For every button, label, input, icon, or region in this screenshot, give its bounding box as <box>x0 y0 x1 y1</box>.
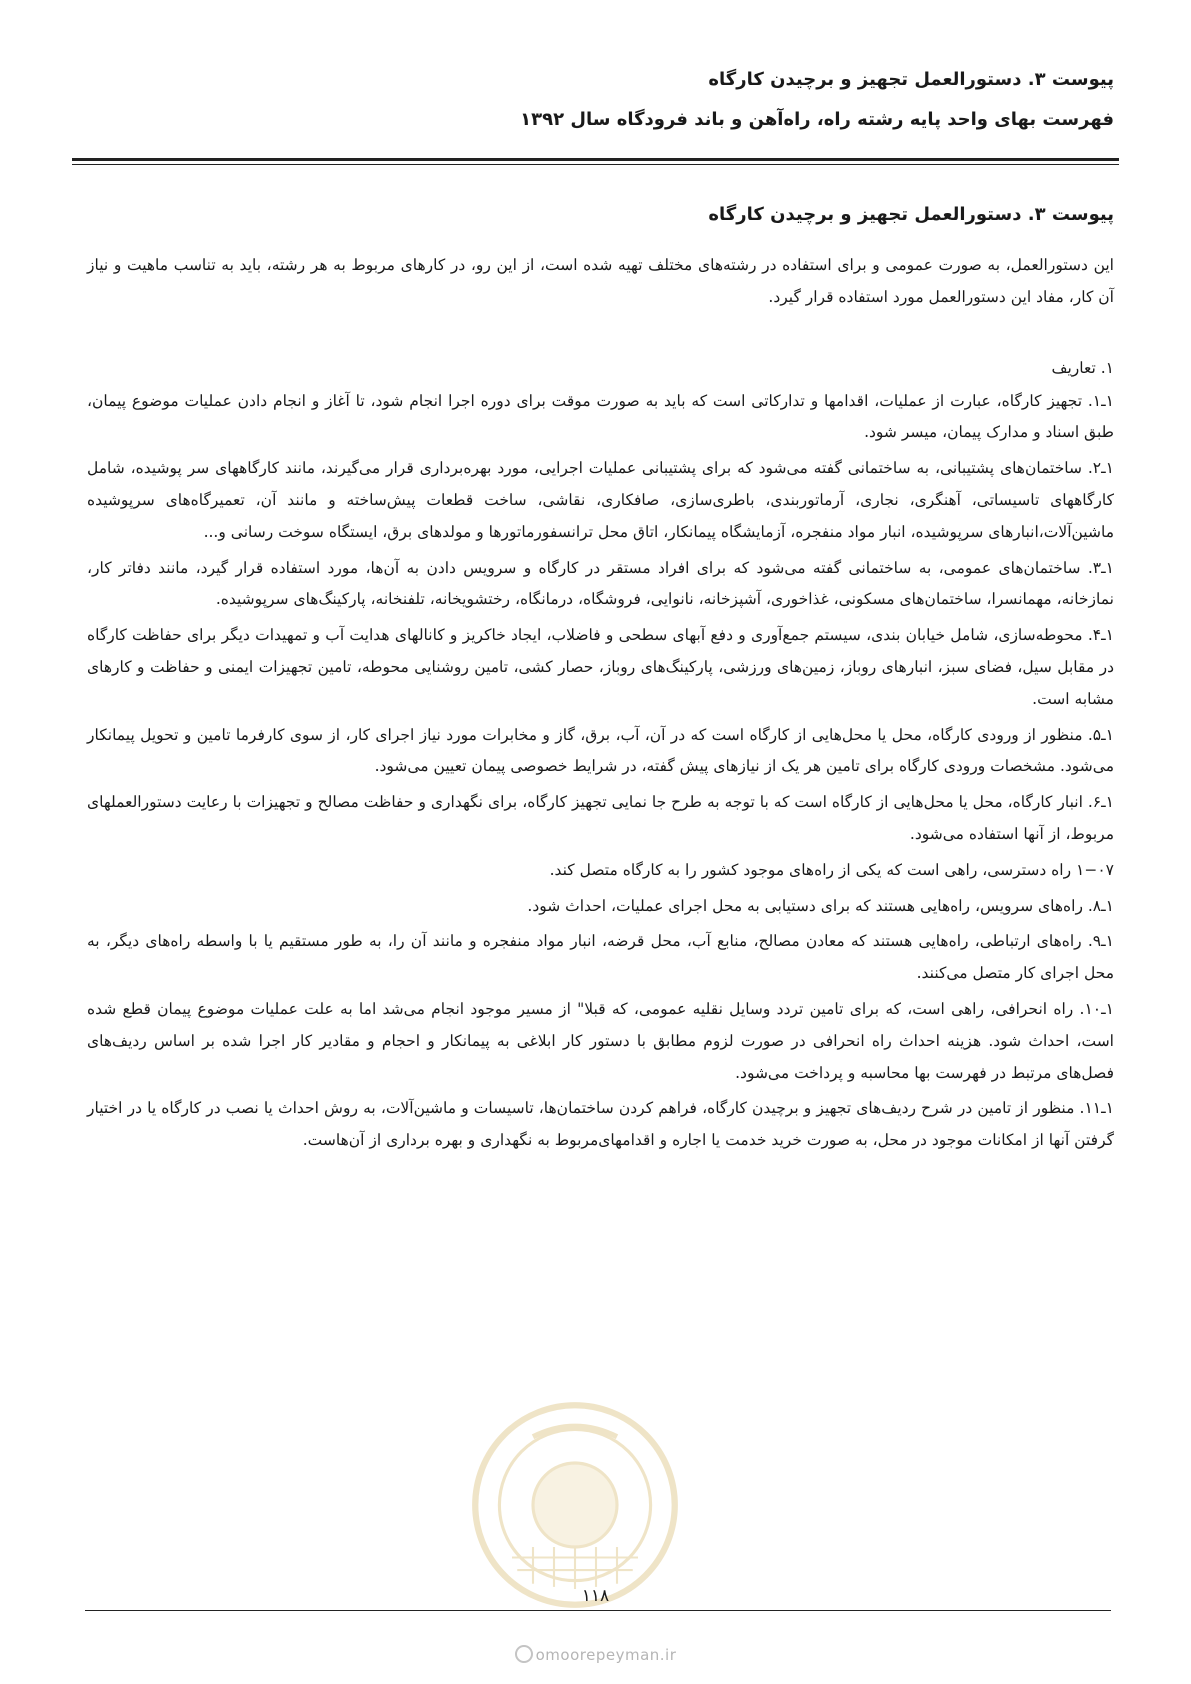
definition-item: ۱ـ۱۱. منظور از تامین در شرح ردیف‌های تجهیز و برچیدن کارگاه، فراهم کردن ساختمان‌ها، تاسیسات و ماشین‌آلات، به روش احداث یا نصب در کارگاه یا در اختیار گرفتن آنها از امکانات موجود در محل، به صورت خرید خدمت یا اجاره و اقدامهای‌مربوط به نگهداری و بهره برداری از آن‌هاست. <box>87 1099 1114 1150</box>
definition-item: ۱−۰۷ راه دسترسی، راهی است که یکی از راه‌های موجود کشور را به کارگاه متصل کند. <box>549 860 1114 879</box>
definition-item: ۱ـ۵. منظور از ورودی کارگاه، محل یا محل‌هایی از کارگاه است که در آن، آب، برق، گاز و مخابرات مورد نیاز اجرای کار، از سوی کارفرما تامین و تحویل پیمانکار می‌شود. مشخصات ورودی کارگاه برای تامین هر یک از نیازهای پیش گفته، در شرایط خصوصی پیمان تعیین می‌شود. <box>87 725 1114 776</box>
heading-definitions: ۱. تعاریف <box>1051 358 1114 377</box>
at-sign-icon <box>515 1645 533 1663</box>
definition-item: ۱ـ۱. تجهیز کارگاه، عبارت از عملیات، اقدامها و تدارکاتی است که باید به صورت موقت برای دوره اجرا انجام شود، تا آغاز و انجام دادن عملیات موضوع پیمان، طبق اسناد و مدارک پیمان، میسر شود. <box>87 391 1114 442</box>
header-book-title: فهرست بهای واحد پایه رشته راه، راه‌آهن و باند فرودگاه سال ۱۳۹۲ <box>520 109 1114 130</box>
running-header <box>74 60 1114 140</box>
section-title: پیوست ۳. دستورالعمل تجهیز و برچیدن کارگاه <box>708 204 1114 225</box>
intro-paragraph: این دستورالعمل، به صورت عمومی و برای استفاده در رشته‌های مختلف تهیه شده است، از این رو، در کارهای مربوط به هر رشته، باید به تناسب ماهیت و نیاز آن کار، مفاد این دستورالعمل مورد استفاده قرار گیرد. <box>87 256 1114 306</box>
header-appendix-title: پیوست ۳. دستورالعمل تجهیز و برچیدن کارگاه <box>708 69 1114 90</box>
definition-item: ۱ـ۴. محوطه‌سازی، شامل خیابان بندی، سیستم جمع‌آوری و دفع آبهای سطحی و فاضلاب، ایجاد خاکریز و کانالهای هدایت آب و تمهیدات دیگر برای حفاظت کارگاه در مقابل سیل، فضای سبز، انبارهای روباز، زمین‌های ورزشی، پارکینگ‌های روباز، حصار کشی، تامین روشنایی محوطه، تامین تجهیزات ایمنی و حفاظت و کارهای مشابه است. <box>87 626 1114 708</box>
definition-item: ۱ـ۳. ساختمان‌های عمومی، به ساختمانی گفته می‌شود که برای افراد مستقر در کارگاه و سرویس دادن به آن‌ها، مورد استفاده قرار گیرد، مانند دفاتر کار، نمازخانه، مهمانسرا، ساختمان‌های مسکونی، غذاخوری، آشپزخانه، نانوایی، فروشگاه، درمانگاه، رختشویخانه، تلفنخانه، پارکینگ‌های سرپوشیده. <box>87 558 1114 609</box>
page-number: ۱۱۸ <box>581 1586 610 1606</box>
definition-item: ۱ـ۶. انبار کارگاه، محل یا محل‌هایی از کارگاه است که با توجه به طرح جا نمایی تجهیز کارگاه، برای نگهداری و حفاظت مصالح و تجهیزات با رعایت دستورالعملهای مربوط، از آنها استفاده می‌شود. <box>87 793 1114 843</box>
site-watermark <box>0 1645 1191 1664</box>
definition-item: ۱ـ۹. راه‌های ارتباطی، راه‌هایی هستند که معادن مصالح، منابع آب، محل قرضه، انبار مواد منفجره و مانند آن را، به طور مستقیم یا با واسطه راه‌های دیگر، به محل اجرای کار متصل می‌کنند. <box>87 932 1114 983</box>
main-content <box>87 200 1114 1161</box>
definition-item: ۱ـ۸. راه‌های سرویس، راه‌هایی هستند که برای دستیابی به محل اجرای عملیات، احداث شود. <box>527 896 1114 915</box>
definition-item: ۱ـ۱۰. راه انحرافی، راهی است، که برای تامین تردد وسایل نقلیه عمومی، که قبلا" از مسیر موجود انجام می‌شد اما به علت عملیات موضوع پیمان قطع شده است، احداث شود. هزینه احداث راه انحرافی در صورت لزوم مطابق با دستور کار ابلاغی به پیمانکار و احجام و مقادیر کار اجرا شده بر اساس ردیف‌های فصل‌های مرتبط در فهرست بها محاسبه و پرداخت می‌شود. <box>87 999 1114 1082</box>
site-watermark-text: omoorepeyman.ir <box>535 1646 677 1664</box>
footer-rule <box>85 1610 1111 1611</box>
header-rule-thick <box>72 158 1119 161</box>
seal-watermark-icon <box>470 1400 680 1610</box>
header-rule-thin <box>72 164 1119 165</box>
definition-item: ۱ـ۲. ساختمان‌های پشتیبانی، به ساختمانی گفته می‌شود که برای پشتیبانی عملیات اجرایی، مورد بهره‌برداری قرار می‌گیرند، مانند کارگاههای سر پوشیده، شامل کارگاههای تاسیساتی، آهنگری، نجاری، آرماتوربندی، باطری‌سازی، صافکاری، نقاشی، ساخت قطعات پیش‌ساخته و مانند آن، تعمیرگاه‌های سرپوشیده ماشین‌آلات،انبارهای سرپوشیده، انبار مواد منفجره، آزمایشگاه پیمانکار، اتاق محل ترانسفورماتورها و مولدهای برق، ایستگاه سوخت رسانی و... <box>87 459 1114 541</box>
